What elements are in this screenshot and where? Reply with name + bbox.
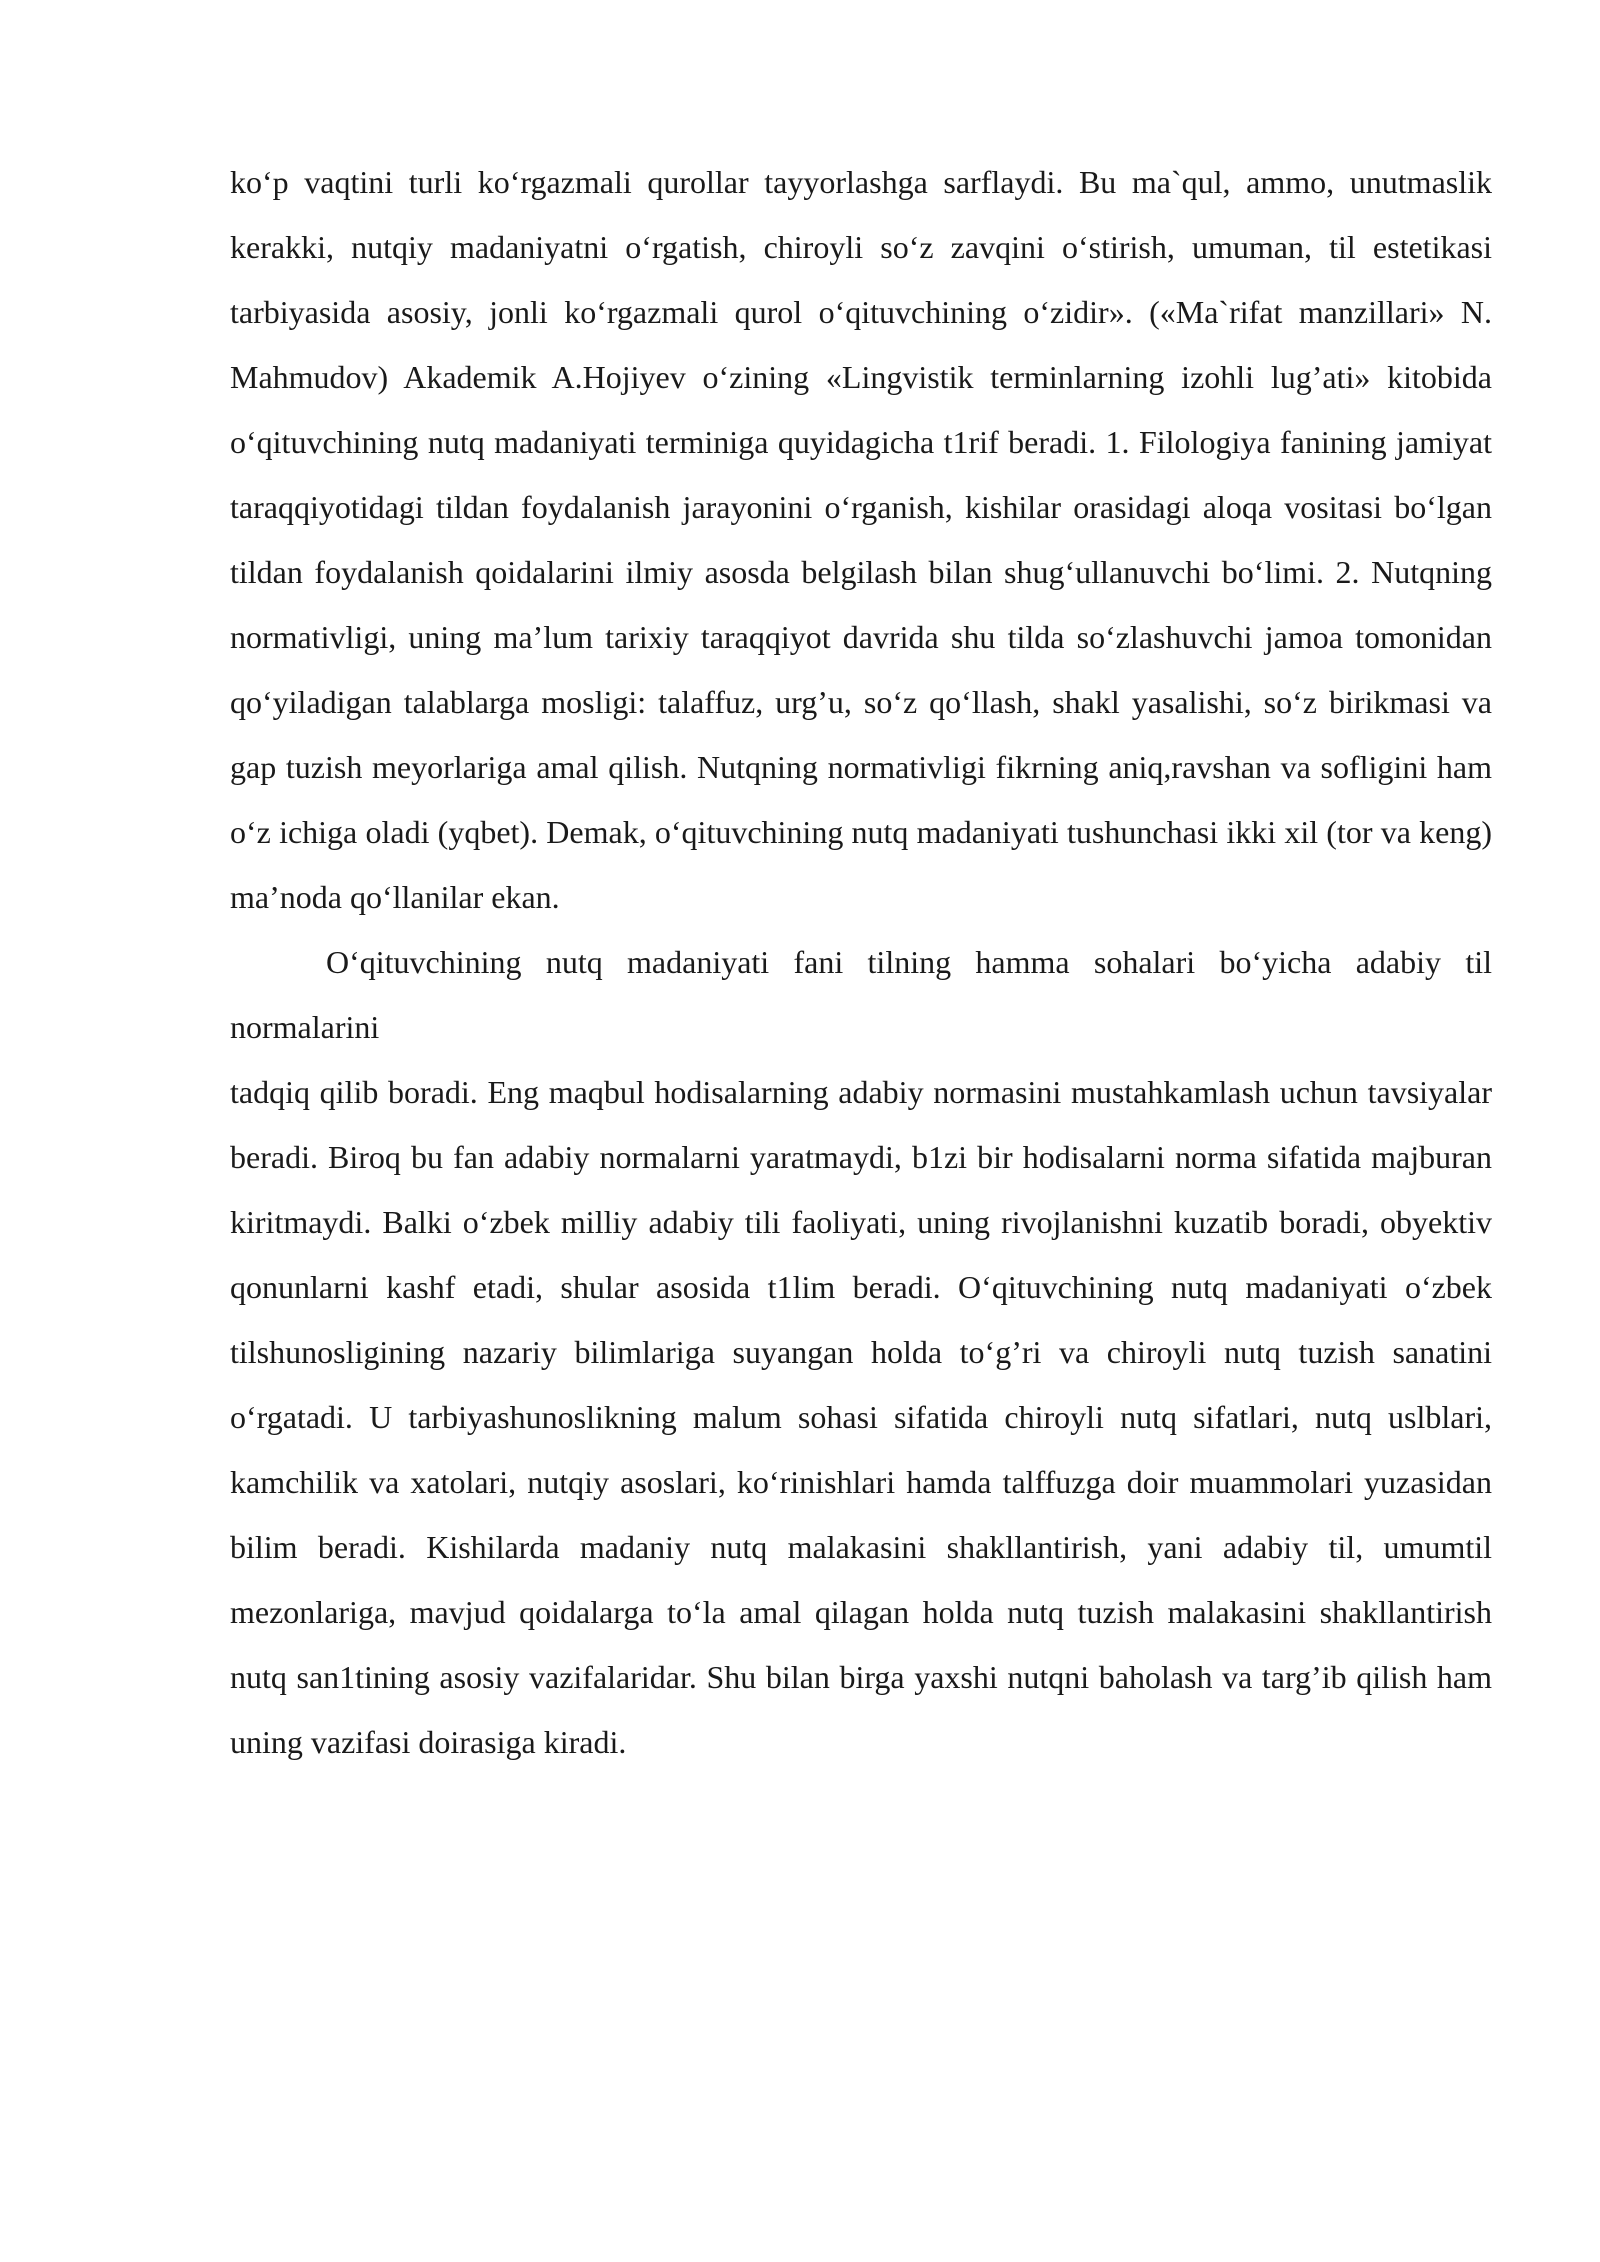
body-text [230, 150, 1492, 1775]
paragraph-heading-line: O‘qituvchining nutq madaniyati fani tilning hamma sohalari bo‘yicha adabiy til normalarini [230, 944, 1492, 1045]
paragraph-body: tadqiq qilib boradi. Eng maqbul hodisalarning adabiy normasini mustahkamlash uchun tavsiyalar beradi. Biroq bu fan adabiy normalarni yaratmaydi, b1zi bir hodisalarni norma sifatida majburan kiritmaydi. Balki o‘zbek milliy adabiy tili faoliyati, uning rivojlanishni kuzatib boradi, obyektiv qonunlarni kashf etadi, shular asosida t1lim beradi. O‘qituvchining nutq madaniyati o‘zbek tilshunosligining nazariy bilimlariga suyangan holda to‘g’ri va chiroyli nutq tuzish sanatini o‘rgatadi. U tarbiyashunoslikning malum sohasi sifatida chiroyli nutq sifatlari, nutq uslblari, kamchilik va xatolari, nutqiy asoslari, ko‘rinishlari hamda talffuzga doir muammolari yuzasidan bilim beradi. Kishilarda madaniy nutq malakasini shakllantirish, yani adabiy til, umumtil mezonlariga, mavjud qoidalarga to‘la amal qilagan holda nutq tuzish malakasini shakllantirish nutq san1tining asosiy vazifalaridar. Shu bilan birga yaxshi nutqni baholash va targ’ib qilish ham uning vazifasi doirasiga kiradi. [230, 1074, 1492, 1760]
paragraph-continuation: ko‘p vaqtini turli ko‘rgazmali qurollar tayyorlashga sarflaydi. Bu ma`qul, ammo, unutmaslik kerakki, nutqiy madaniyatni o‘rgatish, chiroyli so‘z zavqini o‘stirish, umuman, til estetikasi tarbiyasida asosiy, jonli ko‘rgazmali qurol o‘qituvchining o‘zidir». («Ma`rifat manzillari» N. Mahmudov) Akademik A.Hojiyev o‘zining «Lingvistik terminlarning izohli lug’ati» kitobida o‘qituvchining nutq madaniyati terminiga quyidagicha t1rif beradi. 1. Filologiya fanining jamiyat taraqqiyotidagi tildan foydalanish jarayonini o‘rganish, kishilar orasidagi aloqa vositasi bo‘lgan tildan foydalanish qoidalarini ilmiy asosda belgilash bilan shug‘ullanuvchi bo‘limi. 2. Nutqning normativligi, uning ma’lum tarixiy taraqqiyot davrida shu tilda so‘zlashuvchi jamoa tomonidan qo‘yiladigan talablarga mosligi: talaffuz, urg’u, so‘z qo‘llash, shakl yasalishi, so‘z birikmasi va gap tuzish meyorlariga amal qilish. Nutqning normativligi fikrning aniq,ravshan va sofligini ham o‘z ichiga oladi (yqbet). Demak, o‘qituvchining nutq madaniyati tushunchasi ikki xil (tor va keng) ma’noda qo‘llanilar ekan. [230, 164, 1492, 915]
